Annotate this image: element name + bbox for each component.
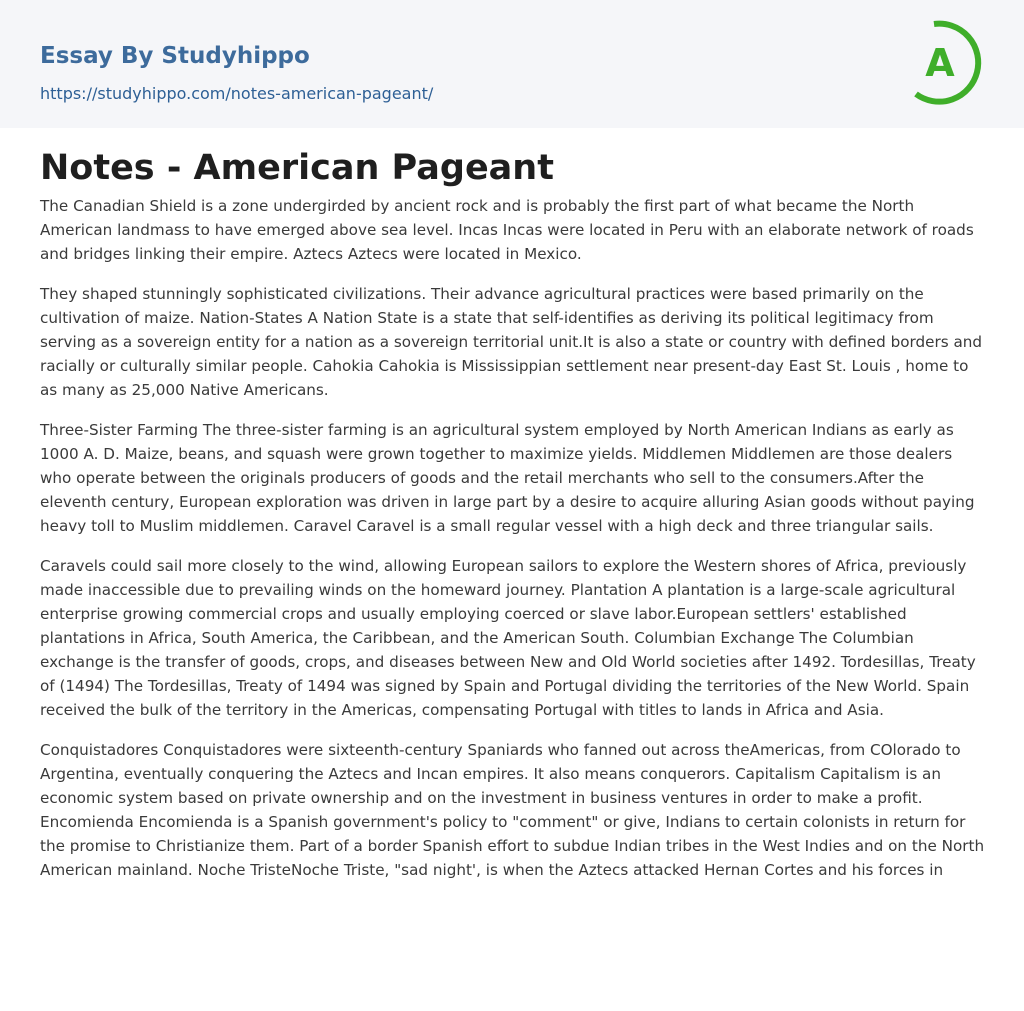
article-paragraph: They shaped stunningly sophisticated civilizations. Their advance agricultural practices were based primarily on the cultivation of maize. Nation-States A Nation State is a state that self-identifies as deriving its political legitimacy from serving as a sovereign entity for a nation as a sovereign territorial unit.It is also a state or country with defined borders and racially or culturally similar people. Cahokia Cahokia is Mississippian settlement near present-day East St. Louis , home to as many as 25,000 Native Americans. (40, 285, 983, 399)
brand-title[interactable]: Essay By Studyhippo (40, 43, 310, 69)
studyhippo-logo-icon[interactable] (906, 18, 990, 106)
source-url-link[interactable]: https://studyhippo.com/notes-american-pageant/ (40, 84, 434, 103)
article-body (40, 194, 986, 898)
article-paragraph: Conquistadores Conquistadores were sixteenth-century Spaniards who fanned out across theAmericas, from COlorado to Argentina, eventually conquering the Aztecs and Incan empires. It also means conquerors. Capitalism Capitalism is an economic system based on private ownership and on the investment in business ventures in order to make a profit. Encomienda Encomienda is a Spanish government's policy to "comment" or give, Indians to certain colonists in return for the promise to Christianize them. Part of a border Spanish effort to subdue Indian tribes in the West Indies and on the North American mainland. Noche TristeNoche Triste, "sad night', is when the Aztecs attacked Hernan Cortes and his forces in (40, 741, 985, 879)
article-paragraph: Three-Sister Farming The three-sister farming is an agricultural system employed by North American Indians as early as 1000 A. D. Maize, beans, and squash were grown together to maximize yields. Middlemen Middlemen are those dealers who operate between the originals producers of goods and the retail merchants who sell to the consumers.After the eleventh century, European exploration was driven in large part by a desire to acquire alluring Asian goods without paying heavy toll to Muslim middlemen. Caravel Caravel is a small regular vessel with a high deck and three triangular sails. (40, 421, 975, 535)
article-paragraph: The Canadian Shield is a zone undergirded by ancient rock and is probably the first part of what became the North American landmass to have emerged above sea level. Incas Incas were located in Peru with an elaborate network of roads and bridges linking their empire. Aztecs Aztecs were located in Mexico. (40, 197, 974, 263)
logo-letter: A (925, 41, 955, 85)
article-paragraph: Caravels could sail more closely to the wind, allowing European sailors to explore the Western shores of Africa, previously made inaccessible due to prevailing winds on the homeward journey. Plantation A plantation is a large-scale agricultural enterprise growing commercial crops and usually employing coerced or slave labor.European settlers' established plantations in Africa, South America, the Caribbean, and the American South. Columbian Exchange The Columbian exchange is the transfer of goods, crops, and diseases between New and Old World societies after 1492. Tordesillas, Treaty of (1494) The Tordesillas, Treaty of 1494 was signed by Spain and Portugal dividing the territories of the New World. Spain received the bulk of the territory in the Americas, compensating Portugal with titles to lands in Africa and Asia. (40, 557, 976, 719)
site-header (0, 0, 1024, 128)
page-title: Notes - American Pageant (40, 148, 554, 188)
